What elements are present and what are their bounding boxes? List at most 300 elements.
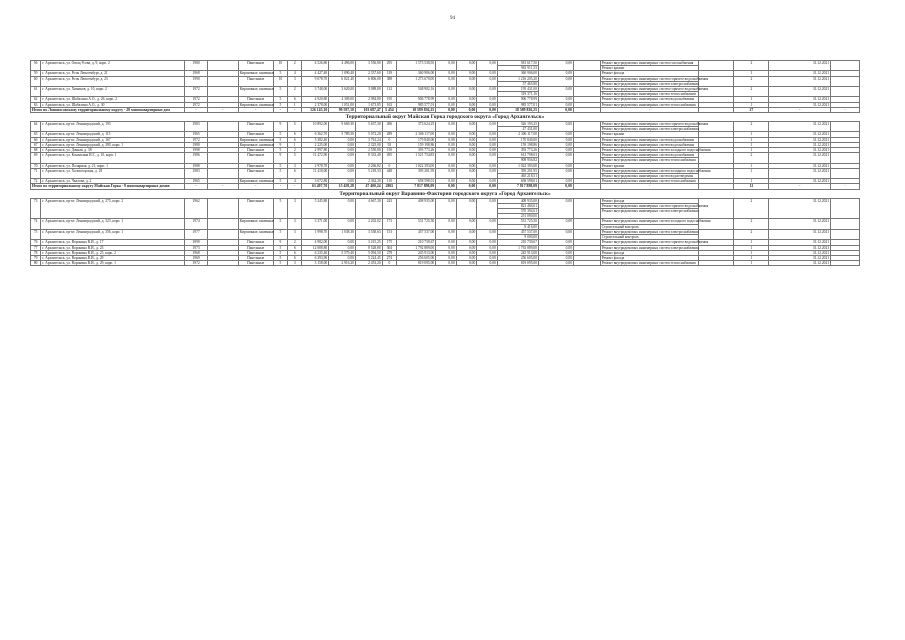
entrances: 3 xyxy=(288,198,302,219)
spacer xyxy=(699,229,734,239)
build-year: 1986 xyxy=(185,153,208,163)
works-list xyxy=(600,122,709,132)
other-funds: 0,00 xyxy=(538,137,573,142)
works-list xyxy=(600,198,709,219)
row-number: 61 xyxy=(31,87,41,97)
area-residential: 8 333,40 xyxy=(355,153,382,163)
fund-federal: 0,00 xyxy=(436,250,457,255)
cost-total: 170 840,00 xyxy=(397,137,436,142)
fund-local: 0,00 xyxy=(477,163,498,168)
address: г. Архангельск, ул. Воронина В.И., д. 23 xyxy=(41,245,185,250)
area-total: 3 371,00 xyxy=(302,219,329,229)
cost-total: 395 201,95 xyxy=(397,168,436,178)
cost-total: 256 605,00 xyxy=(397,255,436,260)
area-residential: 2 202,02 xyxy=(355,219,382,229)
area-residential: 5 072,20 xyxy=(355,132,382,137)
dash: - xyxy=(273,107,287,112)
works-list xyxy=(600,168,711,179)
other-funds: 0,00 xyxy=(538,229,573,239)
spacer xyxy=(573,61,600,71)
owner-funds-line: 256 605,00 xyxy=(520,255,537,260)
fund-regional: 0,00 xyxy=(456,245,477,250)
floors: 5 xyxy=(273,102,287,107)
build-year: 1983 xyxy=(185,122,208,132)
row-number: 80 xyxy=(31,261,41,266)
completion-date: 31.12.2021 xyxy=(769,198,831,219)
spacer xyxy=(573,87,600,97)
owner-funds-line: 1 022 393,00 xyxy=(518,163,537,168)
address: г. Архангельск, ул. Воронина В.И., д. 17 xyxy=(41,240,185,245)
build-year: 1965 xyxy=(185,132,208,137)
address: г. Архангельск, пр-кт. Ленинградский, д. 115 xyxy=(41,132,185,137)
cost-total: 1 792 889,00 xyxy=(397,245,436,250)
owner-funds-line: 195 431,00 xyxy=(520,87,537,92)
wall-material: Панельные xyxy=(238,255,273,260)
entrances: 2 xyxy=(288,61,302,71)
works-list-line: Ремонт внутридомовых инженерных систем водоснабжения xyxy=(601,142,695,147)
table-row xyxy=(31,76,860,86)
owner-funds-line: 170 840,00 xyxy=(520,137,537,142)
works-list xyxy=(600,148,711,153)
cost-total: 1 573 538,50 xyxy=(397,61,436,71)
build-year: 1990 xyxy=(185,240,208,245)
area-premises: 0,00 xyxy=(329,137,356,142)
works-count: 1 xyxy=(734,179,769,184)
area-premises: 0,00 xyxy=(329,219,356,229)
address: г. Архангельск, ул. Розы Люксембург, д. 21 xyxy=(41,71,185,76)
area-residential: 3 556,80 xyxy=(355,61,382,71)
spacer xyxy=(573,153,600,163)
completion-date: 31.12.2021 xyxy=(769,250,831,255)
floors: 9 xyxy=(273,153,287,163)
spacer xyxy=(573,261,600,266)
total-owner-funds: 18 589 836,25 xyxy=(497,107,538,112)
fund-federal: 0,00 xyxy=(436,148,457,153)
fund-federal: 0,00 xyxy=(436,219,457,229)
table-row xyxy=(31,168,860,178)
other-funds: 0,00 xyxy=(538,163,573,168)
area-residential: 5 637,30 xyxy=(355,122,382,132)
total-residents: 2865 xyxy=(382,184,396,189)
works-list xyxy=(600,102,699,107)
entrances: 3 xyxy=(288,261,302,266)
entrances: 6 xyxy=(288,250,302,255)
area-residential: 1 673,85 xyxy=(355,102,382,107)
works-list xyxy=(600,76,709,86)
residents: 295 xyxy=(382,61,396,71)
entrances: 3 xyxy=(288,76,302,86)
spacer xyxy=(699,261,734,266)
area-total: 4 526,80 xyxy=(302,61,329,71)
floors: 9 xyxy=(273,240,287,245)
area-residential: 3 415,25 xyxy=(355,240,382,245)
cost-total: 245 913,00 xyxy=(397,250,436,255)
build-year: 1965 xyxy=(185,179,208,184)
total-works-count: 12 xyxy=(734,184,769,189)
table-row xyxy=(31,61,860,71)
floors: 5 xyxy=(273,245,287,250)
works-list-line: Строительный контроль xyxy=(601,234,699,239)
works-list-line: Ремонт внутридомовых инженерных систем электроснабжения xyxy=(601,127,699,132)
build-year: 1969 xyxy=(185,255,208,260)
entrances: 2 xyxy=(288,87,302,97)
floors: 5 xyxy=(273,137,287,142)
address: г. Архангельск, ул. Конзихина И.Г., д. 10, корп. 1 xyxy=(41,153,185,163)
works-list-line: Ремонт крыши xyxy=(601,163,625,168)
area-residential: 6 806,00 xyxy=(355,76,382,86)
works-list xyxy=(600,137,699,142)
floors: 5 xyxy=(273,97,287,102)
build-year: 1968 xyxy=(185,250,208,255)
completion-date: 31.12.2021 xyxy=(769,76,831,86)
area-total: 1 998,70 xyxy=(302,229,329,239)
owner-funds-line: 251 090,00 xyxy=(498,213,538,218)
wall-material: Кирпичные, каменные xyxy=(238,219,273,229)
address: г. Архангельск, ул. Шабалина А.О., д. 26, корп. 2 xyxy=(41,97,185,102)
owner-funds-line: 1 792 889,00 xyxy=(518,245,537,250)
works-count: 1 xyxy=(734,97,769,102)
cost-total: 658 598,01 xyxy=(397,179,436,184)
area-residential: 5 218,33 xyxy=(355,168,382,178)
works-list-line: Ремонт внутридомовых инженерных систем теплоснабжения xyxy=(601,261,696,266)
row-number: 72 xyxy=(31,179,41,184)
fund-federal: 0,00 xyxy=(436,122,457,132)
owner-funds-line: 819 095,00 xyxy=(520,261,537,266)
spacer xyxy=(831,87,860,97)
dash: - xyxy=(600,107,699,112)
floors: 5 xyxy=(273,168,287,178)
owner-funds-line: 245 913,00 xyxy=(520,250,537,255)
spacer xyxy=(699,153,734,163)
owner-funds xyxy=(497,261,538,266)
works-list-line: Ремонт внутридомовых инженерных систем теплоснабжения xyxy=(601,102,696,107)
area-residential: 2 325,00 xyxy=(355,142,382,147)
area-premises: 9 669,30 xyxy=(329,122,356,132)
residents: 304 xyxy=(382,245,396,250)
cost-total: 159 198,86 xyxy=(397,142,436,147)
row-number: 62 xyxy=(31,97,41,102)
build-year: 1998 xyxy=(185,148,208,153)
fund-federal: 0,00 xyxy=(436,198,457,219)
spacer xyxy=(207,219,238,229)
works-count: 2 xyxy=(734,198,769,219)
works-list-line: Ремонт внутридомовых инженерных систем горячего водоснабжения xyxy=(601,122,709,127)
total-regional: 0,00 xyxy=(456,184,477,189)
address: г. Архангельск, ул. Полярная, д. 21, корп. 1 xyxy=(41,163,185,168)
residents: 388 xyxy=(382,76,396,86)
works-list xyxy=(600,245,699,250)
area-total: 2 997,80 xyxy=(302,148,329,153)
owner-funds-line: 981 911,53 xyxy=(498,65,538,70)
fund-local: 0,00 xyxy=(477,168,498,178)
fund-regional: 0,00 xyxy=(456,153,477,163)
wall-material: Кирпичные, каменные xyxy=(239,179,275,184)
fund-regional: 0,00 xyxy=(456,250,477,255)
residents: 448 xyxy=(382,168,396,178)
area-residential: 3 538,63 xyxy=(355,229,382,239)
works-list-line: Ремонт внутридомовых инженерных систем водоснабжения xyxy=(601,97,695,102)
fund-regional: 0,00 xyxy=(456,148,477,153)
area-premises: 1 051,00 xyxy=(329,102,356,107)
dash: - xyxy=(831,107,860,112)
spacer xyxy=(207,76,238,86)
other-funds: 0,00 xyxy=(538,179,573,184)
floors: 5 xyxy=(273,71,287,76)
owner-funds xyxy=(497,61,538,71)
fund-local: 0,00 xyxy=(477,219,498,229)
works-count: 1 xyxy=(734,261,769,266)
area-premises: 5 789,50 xyxy=(329,132,356,137)
fund-federal: 0,00 xyxy=(436,97,457,102)
total-label: Итого по Ломоносовскому территориальному округу - 28 многоквартирных дом xyxy=(31,107,185,112)
area-residential: 4 667,30 xyxy=(355,198,382,219)
fund-federal: 0,00 xyxy=(436,153,457,163)
floors: 5 xyxy=(273,198,287,219)
owner-funds-line: 47 431,00 xyxy=(498,126,538,131)
wall-material: Панельные xyxy=(238,163,273,168)
wall-material: Панельные xyxy=(238,240,273,245)
works-list xyxy=(600,153,699,163)
total-regional: 0,00 xyxy=(456,107,477,112)
works-list-line: Ремонт внутридомовых инженерных систем теплоснабжения xyxy=(601,91,699,96)
total-residential: 103 687,47 xyxy=(355,107,382,112)
residents: 110 xyxy=(382,179,396,184)
entrances: 3 xyxy=(288,219,302,229)
fund-regional: 0,00 xyxy=(456,137,477,142)
area-total: 6 293,90 xyxy=(302,255,329,260)
cost-total: 1 022 393,00 xyxy=(397,163,436,168)
owner-funds xyxy=(497,87,538,97)
area-premises: 3 620,00 xyxy=(329,87,356,97)
row-number: 56 xyxy=(31,61,41,71)
total-local: 0,00 xyxy=(477,107,498,112)
cost-total: 457 537,00 xyxy=(397,229,436,239)
owner-funds-line: 395 201,95 xyxy=(520,168,537,173)
entrances: 5 xyxy=(288,122,302,132)
spacer xyxy=(831,168,860,178)
works-count: 1 xyxy=(734,102,769,107)
area-premises: 1 038,30 xyxy=(329,229,356,239)
fund-federal: 0,00 xyxy=(436,132,457,137)
works-list-line: Ремонт внутридомовых инженерных систем газоснабжения xyxy=(601,61,694,65)
row-number: 73 xyxy=(31,198,41,219)
works-list xyxy=(600,219,711,229)
owner-funds-line: 393 773,26 xyxy=(520,148,537,153)
floors: 5 xyxy=(273,250,287,255)
area-residential: 2 362,20 xyxy=(355,179,382,184)
completion-date: 31.12.2021 xyxy=(769,132,831,137)
owner-funds-line: 8 416,00 xyxy=(498,224,538,229)
area-premises: 0,00 xyxy=(329,163,356,168)
entrances: 3 xyxy=(288,229,302,239)
total-works-count: 27 xyxy=(734,107,769,112)
spacer xyxy=(831,76,860,86)
cost-total: 906 778,99 xyxy=(397,97,436,102)
fund-federal: 0,00 xyxy=(436,61,457,71)
table-row xyxy=(31,87,860,97)
works-list-line: Ремонт внутридомовых инженерных систем электроснабжения xyxy=(601,229,699,234)
spacer xyxy=(573,76,600,86)
total-federal: 0,00 xyxy=(436,107,457,112)
row-number: 64 xyxy=(31,122,41,132)
entrances: 3 xyxy=(288,163,302,168)
build-year: 1990 xyxy=(185,76,208,86)
area-total: 9 078,70 xyxy=(302,76,329,86)
address: г. Архангельск, ул. Овощ Усова, д. 9, корп. 2 xyxy=(41,61,185,71)
completion-date: 31.12.2021 xyxy=(769,179,831,184)
cost-total: 2 306 117,00 xyxy=(397,132,436,137)
spacer xyxy=(699,61,734,71)
row-number: 68 xyxy=(31,148,41,153)
completion-date: 31.12.2021 xyxy=(769,240,831,245)
fund-regional: 0,00 xyxy=(456,132,477,137)
area-total: 5 245,80 xyxy=(302,198,329,219)
owner-funds-line: 57 465,80 xyxy=(498,81,538,86)
fund-local: 0,00 xyxy=(477,148,498,153)
entrances: 4 xyxy=(288,179,302,184)
completion-date: 31.12.2021 xyxy=(769,102,831,107)
row-number: 67 xyxy=(31,142,41,147)
area-residential: 2 984,80 xyxy=(355,97,382,102)
dash: - xyxy=(288,184,302,189)
wall-material: Кирпичные, каменные xyxy=(239,142,275,147)
fund-local: 0,00 xyxy=(477,261,498,266)
wall-material: Панельные xyxy=(238,245,273,250)
row-number: 78 xyxy=(31,250,41,255)
completion-date: 31.12.2021 xyxy=(769,71,831,76)
residents: 139 xyxy=(382,71,396,76)
fund-local: 0,00 xyxy=(477,87,498,97)
other-funds: 0,00 xyxy=(538,245,573,250)
residents: 92 xyxy=(382,142,396,147)
area-premises: 0,00 xyxy=(329,179,356,184)
residents: 278 xyxy=(382,250,396,255)
table-row xyxy=(31,219,860,229)
register-table xyxy=(30,60,860,266)
area-residential: 5 224,45 xyxy=(355,255,382,260)
fund-regional: 0,00 xyxy=(456,142,477,147)
spacer xyxy=(207,122,238,132)
area-residential: 5 094,50 xyxy=(355,250,382,255)
fund-federal: 0,00 xyxy=(436,102,457,107)
cost-total: 531 725,50 xyxy=(397,219,436,229)
residents: 163 xyxy=(382,102,396,107)
area-total: 3 672,80 xyxy=(302,179,329,184)
fund-federal: 0,00 xyxy=(436,87,457,97)
other-funds: 0,00 xyxy=(538,122,573,132)
works-list xyxy=(600,240,709,245)
spacer xyxy=(207,168,238,178)
area-residential: 3 761,24 xyxy=(355,137,382,142)
owner-funds-line: 908 956,82 xyxy=(498,157,538,162)
fund-regional: 0,00 xyxy=(456,97,477,102)
works-list-line: Ремонт внутридомовых инженерных систем горячего водоснабжения xyxy=(601,240,709,245)
area-premises: 0,00 xyxy=(329,245,356,250)
row-number: 59 xyxy=(31,71,41,76)
fund-local: 0,00 xyxy=(477,255,498,260)
area-total: 3 748,00 xyxy=(302,87,329,97)
entrances: 6 xyxy=(288,137,302,142)
wall-material: Кирпичные, каменные xyxy=(238,87,273,97)
floors: 9 xyxy=(273,142,287,147)
fund-regional: 0,00 xyxy=(456,229,477,239)
entrances: 6 xyxy=(288,132,302,137)
works-list-line: Ремонт внутридомовых инженерных систем электроснабжения xyxy=(601,81,699,86)
spacer xyxy=(831,229,860,239)
table-row xyxy=(31,198,860,219)
fund-regional: 0,00 xyxy=(456,219,477,229)
area-premises: 0,00 xyxy=(329,153,356,163)
fund-regional: 0,00 xyxy=(456,240,477,245)
cost-total: 393 773,26 xyxy=(397,148,436,153)
works-list xyxy=(600,229,699,239)
build-year: 1968 xyxy=(185,71,208,76)
fund-federal: 0,00 xyxy=(436,168,457,178)
fund-local: 0,00 xyxy=(477,142,498,147)
residents: 0 xyxy=(382,163,396,168)
entrances: 1 xyxy=(288,102,302,107)
owner-funds-line: 531 725,50 xyxy=(520,219,537,224)
residents: 496 xyxy=(382,122,396,132)
fund-federal: 0,00 xyxy=(436,76,457,86)
fund-federal: 0,00 xyxy=(436,255,457,260)
entrances: 6 xyxy=(288,245,302,250)
completion-date: 31.12.2021 xyxy=(769,61,831,71)
wall-material: Панельные xyxy=(238,261,273,266)
dash: - xyxy=(288,107,302,112)
floors: 10 xyxy=(273,61,287,71)
works-count: 2 xyxy=(734,76,769,86)
works-list xyxy=(600,87,709,97)
works-list-line: Ремонт внутридомовых инженерных систем холодного водоснабжения xyxy=(601,219,711,224)
address: г. Архангельск, пр-кт. Ленинградский, д. 323, корп. 1 xyxy=(41,219,185,229)
owner-funds-line: 658 598,01 xyxy=(520,179,537,184)
spacer xyxy=(207,153,238,163)
page-number: 94 xyxy=(450,16,455,21)
dash: - xyxy=(600,184,699,189)
total-area: 126 145,10 xyxy=(302,107,329,112)
row-number: 79 xyxy=(31,255,41,260)
address: г. Архангельск, ул. Дачная, д. 38 xyxy=(41,148,185,153)
row-number: 66 xyxy=(31,137,41,142)
fund-regional: 0,00 xyxy=(456,198,477,219)
residents: 0 xyxy=(382,261,396,266)
other-funds: 0,00 xyxy=(538,142,573,147)
works-count: 2 xyxy=(734,153,769,163)
other-funds: 0,00 xyxy=(538,153,573,163)
spacer xyxy=(831,61,860,71)
total-local: 0,00 xyxy=(477,184,498,189)
fund-regional: 0,00 xyxy=(456,261,477,266)
residents: 150 xyxy=(382,148,396,153)
owner-funds xyxy=(497,198,538,219)
completion-date: 31.12.2021 xyxy=(769,168,831,178)
works-list-line: Ремонт внутридомовых инженерных систем теплоснабжения xyxy=(601,157,699,162)
area-residential: 2 266,82 xyxy=(355,163,382,168)
works-count: 1 xyxy=(734,137,769,142)
entrances: 4 xyxy=(288,71,302,76)
wall-material: Кирпичные, каменные xyxy=(239,71,275,76)
build-year: 1980 xyxy=(185,61,208,71)
spacer xyxy=(207,261,238,266)
owner-funds-line: 581 617,50 xyxy=(520,61,537,65)
completion-date: 31.12.2021 xyxy=(769,255,831,260)
spacer xyxy=(831,261,860,266)
spacer xyxy=(699,198,734,219)
works-count: 1 xyxy=(734,148,769,153)
other-funds: 0,00 xyxy=(538,240,573,245)
other-funds: 0,00 xyxy=(538,255,573,260)
